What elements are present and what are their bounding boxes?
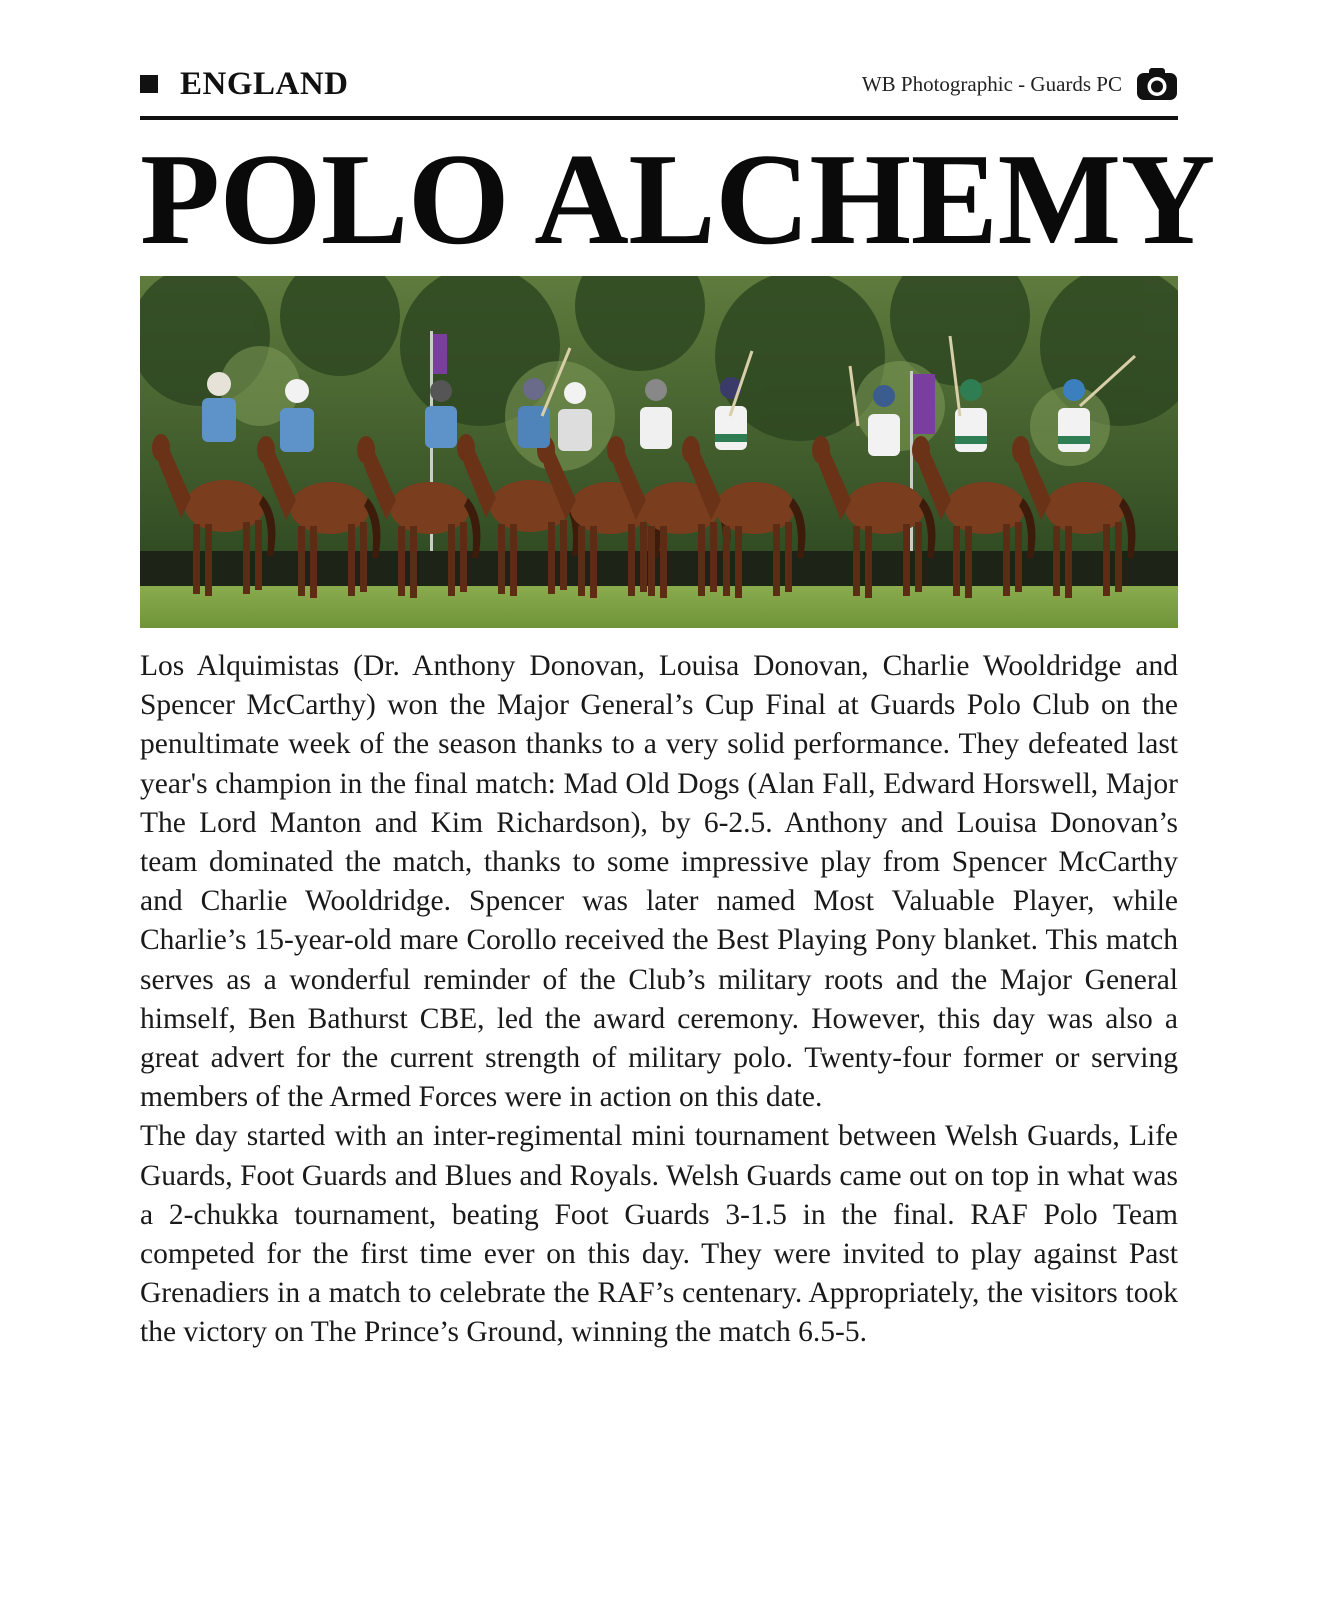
article-page: [140, 0, 1215, 1600]
square-bullet-icon: [140, 75, 158, 93]
article-body: [140, 647, 1178, 1353]
camera-icon: [1136, 67, 1178, 101]
photo-credit: [862, 62, 1178, 106]
header-rule: [140, 116, 1178, 120]
section-label: ENGLAND: [180, 65, 349, 102]
photo-credit-text: WB Photographic - Guards PC: [861, 71, 1122, 96]
article-paragraph-1: Los Alquimistas (Dr. Anthony Donovan, Louisa Donovan, Charlie Wooldridge and Spencer McCarthy) won the Major General’s Cup Final at Guards Polo Club on the penultimate week of the season thanks to a very solid performance. They defeated last year's champion in the final match: Mad Old Dogs (Alan Fall, Edward Horswell, Major The Lord Manton and Kim Richardson), by 6-2.5. Anthony and Louisa Donovan’s team dominated the match, thanks to some impressive play from Spencer McCarthy and Charlie Wooldridge. Spencer was later named Most Valuable Player, while Charlie’s 15-year-old mare Corollo received the Best Playing Pony blanket. This match serves as a wonderful reminder of the Club’s military roots and the Major General himself, Ben Bathurst CBE, led the award ceremony. However, this day was also a great advert for the current strength of military polo. Twenty-four former or serving members of the Armed Forces were in action on this date.: [140, 650, 1178, 1114]
polo-players-photo: [140, 276, 1178, 628]
article-paragraph-2: The day started with an inter-regimental mini tournament between Welsh Guards, Life Guards, Foot Guards and Blues and Royals. Welsh Guards came out on top in what was a 2-chukka tournament, beating Foot Guards 3-1.5 in the final. RAF Polo Team competed for the first time ever on this day. They were invited to play against Past Grenadiers in a match to celebrate the RAF’s centenary. Appropriately, the visitors took the victory on The Prince’s Ground, winning the match 6.5-5.: [140, 1120, 1178, 1349]
section-header: [140, 62, 349, 106]
top-bar: [140, 62, 1178, 106]
article-title: POLO ALCHEMY: [140, 127, 1215, 272]
